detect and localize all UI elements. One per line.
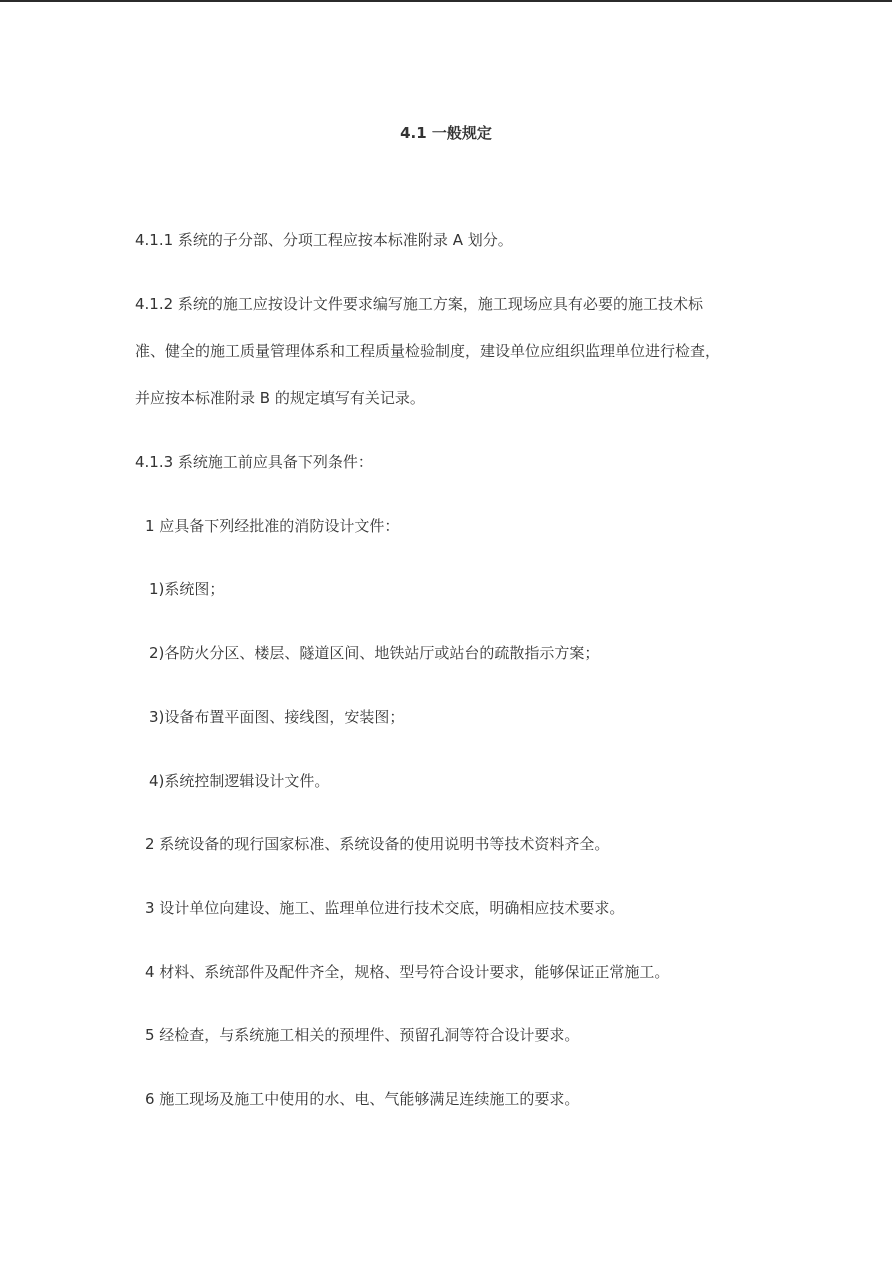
clause-4-1-2-line-1: 4.1.2 系统的施工应按设计文件要求编写施工方案，施工现场应具有必要的施工技术标 bbox=[135, 295, 703, 313]
list-item-3: 3 设计单位向建设、施工、监理单位进行技术交底，明确相应技术要求。 bbox=[145, 899, 625, 917]
list-item-5: 5 经检查，与系统施工相关的预埋件、预留孔洞等符合设计要求。 bbox=[145, 1026, 580, 1044]
clause-4-1-1: 4.1.1 系统的子分部、分项工程应按本标准附录 A 划分。 bbox=[135, 231, 513, 249]
list-item-1-sub-1: 1)系统图； bbox=[149, 580, 225, 598]
list-item-2: 2 系统设备的现行国家标准、系统设备的使用说明书等技术资料齐全。 bbox=[145, 835, 610, 853]
list-item-1: 1 应具备下列经批准的消防设计文件： bbox=[145, 517, 400, 535]
clause-4-1-2-line-2: 准、健全的施工质量管理体系和工程质量检验制度，建设单位应组织监理单位进行检查， bbox=[135, 342, 721, 360]
list-item-4: 4 材料、系统部件及配件齐全，规格、型号符合设计要求，能够保证正常施工。 bbox=[145, 963, 670, 981]
section-title: 4.1 一般规定 bbox=[400, 124, 492, 142]
list-item-6: 6 施工现场及施工中使用的水、电、气能够满足连续施工的要求。 bbox=[145, 1090, 580, 1108]
list-item-1-sub-2: 2)各防火分区、楼层、隧道区间、地铁站厅或站台的疏散指示方案； bbox=[149, 644, 600, 662]
list-item-1-sub-4: 4)系统控制逻辑设计文件。 bbox=[149, 772, 330, 790]
clause-4-1-3: 4.1.3 系统施工前应具备下列条件： bbox=[135, 453, 373, 471]
clause-4-1-2-line-3: 并应按本标准附录 B 的规定填写有关记录。 bbox=[135, 389, 425, 407]
list-item-1-sub-3: 3)设备布置平面图、接线图，安装图； bbox=[149, 708, 405, 726]
